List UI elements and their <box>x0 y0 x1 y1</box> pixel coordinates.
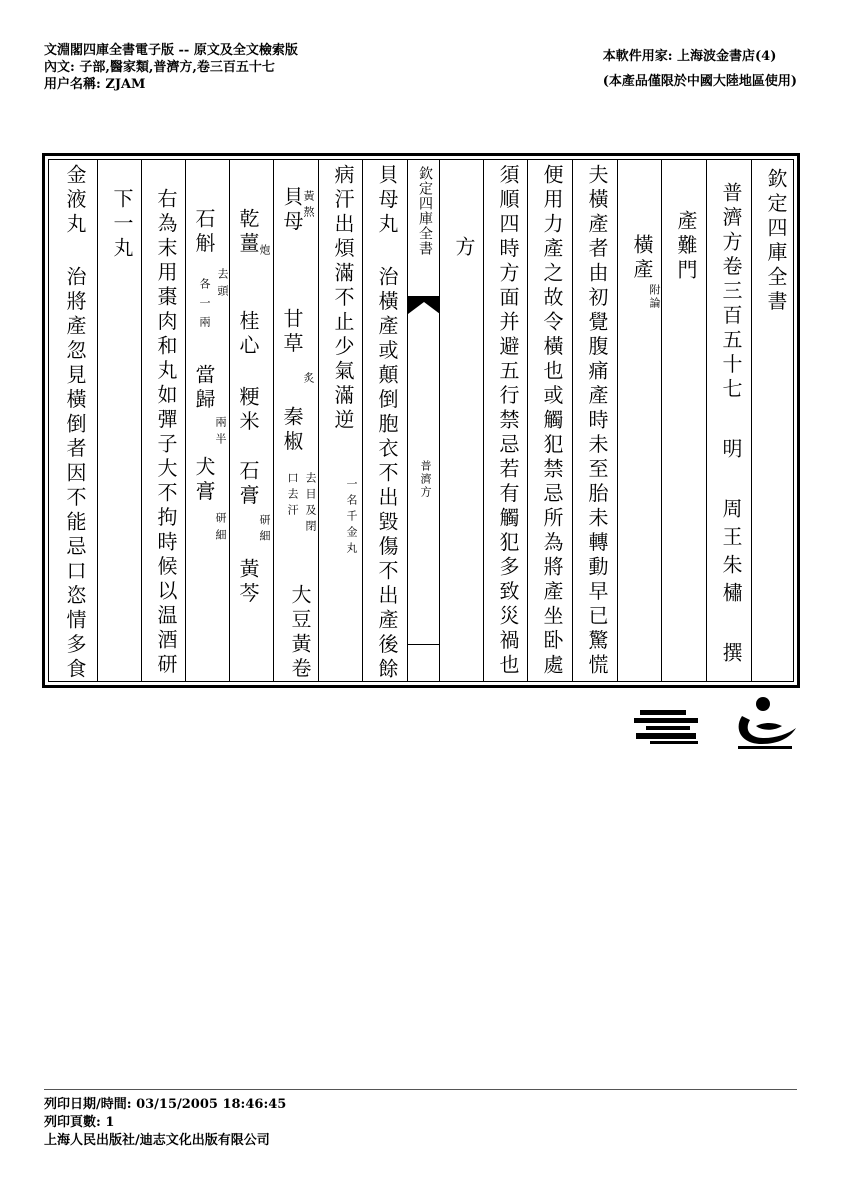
herb-ganjiang-note: 炮 <box>258 244 271 257</box>
herb-quangao-note: 研細 <box>214 512 227 546</box>
spine-book-name: 普濟方 <box>419 460 432 499</box>
subsection-note: 附論 <box>648 284 661 310</box>
column-17 <box>49 160 97 681</box>
header-title: 文淵閣四庫全書電子版 -- 原文及全文檢索版 <box>44 43 298 58</box>
author-line: 明 周王朱橚 撰 <box>719 438 743 670</box>
book-page <box>42 153 800 688</box>
column-11-note: 一名千金丸 <box>345 478 358 558</box>
column-17-text: 金液丸 治將產忽見橫倒者因不能忌口恣情多食 <box>63 164 87 683</box>
header-right <box>603 48 797 98</box>
header-username: 用户名稱: ZJAM <box>44 77 146 92</box>
header-license: 本軟件用家: 上海波金書店(4) <box>602 49 777 64</box>
herb-beimu-note: 黃熬 <box>302 190 315 222</box>
herb-gancao-note: 炙 <box>302 372 315 385</box>
column-16-text: 下一丸 <box>110 188 134 262</box>
column-10-text: 貝母丸 治橫產或顛倒胞衣不出毀傷不出產後餘 <box>375 164 399 683</box>
column-11-text: 病汗出煩滿不止少氣滿逆 <box>331 164 355 434</box>
column-10 <box>362 160 408 681</box>
column-6 <box>527 160 573 681</box>
fish-tail-mark <box>408 296 440 314</box>
herb-shigao: 石膏 <box>236 460 260 509</box>
herb-ganjiang: 乾薑 <box>236 208 260 257</box>
herb-shigao-note: 研細 <box>258 514 271 546</box>
subsection-title: 橫產 <box>630 234 654 283</box>
herb-qinjiao-note-1: 去目及閉 <box>304 472 317 536</box>
herb-shihu-note-2: 各一兩 <box>198 278 211 335</box>
column-2 <box>706 160 752 681</box>
print-date: 列印日期/時間: 03/15/2005 18:46:45 <box>44 1097 287 1112</box>
column-4 <box>617 160 662 681</box>
publisher-mark-icon <box>632 706 702 746</box>
header-restriction: (本產品僅限於中國大陸地區使用) <box>602 74 797 89</box>
publisher: 上海人民出版社/迪志文化出版有限公司 <box>44 1133 270 1148</box>
spine-title: 欽定四庫全書 <box>417 166 433 256</box>
herb-gancao: 甘草 <box>280 308 304 357</box>
column-5-text: 夫橫產者由初覺腹痛產時未至胎未轉動早已驚慌 <box>585 164 609 679</box>
column-5 <box>572 160 618 681</box>
column-11 <box>318 160 363 681</box>
spine-column <box>407 160 440 681</box>
column-7 <box>483 160 528 681</box>
herb-shihu: 石斛 <box>192 208 216 257</box>
herb-jingmi: 粳米 <box>236 386 260 435</box>
herb-dadouhuangjuan: 大豆黃卷 <box>288 584 312 682</box>
herb-danggui: 當歸 <box>192 364 216 413</box>
header-content-path: 內文: 子部,醫家類,普濟方,卷三百五十七 <box>44 60 275 75</box>
column-6-text: 便用力產之故令橫也或觸犯禁忌所為將產坐卧處 <box>540 164 564 679</box>
book-page-inner <box>48 159 794 682</box>
spine-divider <box>408 644 440 645</box>
dizhi-mark-icon <box>730 694 800 754</box>
column-1 <box>751 160 798 681</box>
section-title: 產難門 <box>674 210 698 284</box>
column-3 <box>661 160 707 681</box>
column-7-text: 須順四時方面并避五行禁忌若有觸犯多致災禍也 <box>496 164 520 679</box>
column-16 <box>97 160 142 681</box>
header-left <box>44 42 298 93</box>
column-12 <box>273 160 319 681</box>
herb-danggui-note: 兩半 <box>214 416 227 450</box>
herb-qinjiao: 秦椒 <box>280 406 304 455</box>
column-15-text: 右為末用棗肉和丸如彈子大不拘時候以温酒研 <box>154 188 178 678</box>
herb-huangqin: 黃芩 <box>236 558 260 607</box>
volume-title: 普濟方卷三百五十七 <box>719 182 743 403</box>
column-8 <box>439 160 484 681</box>
herb-shihu-note-1: 去頭 <box>216 268 229 302</box>
print-pages: 列印頁數: 1 <box>44 1115 115 1130</box>
footer <box>44 1096 286 1150</box>
column-15 <box>141 160 186 681</box>
column-8-text: 方 <box>452 236 476 261</box>
herb-qinjiao-note-2: 口去汗 <box>286 472 299 520</box>
footer-rule <box>44 1089 797 1090</box>
column-1-text: 欽定四庫全書 <box>764 168 788 315</box>
herb-guixin: 桂心 <box>236 310 260 359</box>
column-14 <box>185 160 230 681</box>
herb-beimu: 貝母 <box>280 186 304 235</box>
column-13 <box>229 160 274 681</box>
herb-quangao: 犬膏 <box>192 456 216 505</box>
